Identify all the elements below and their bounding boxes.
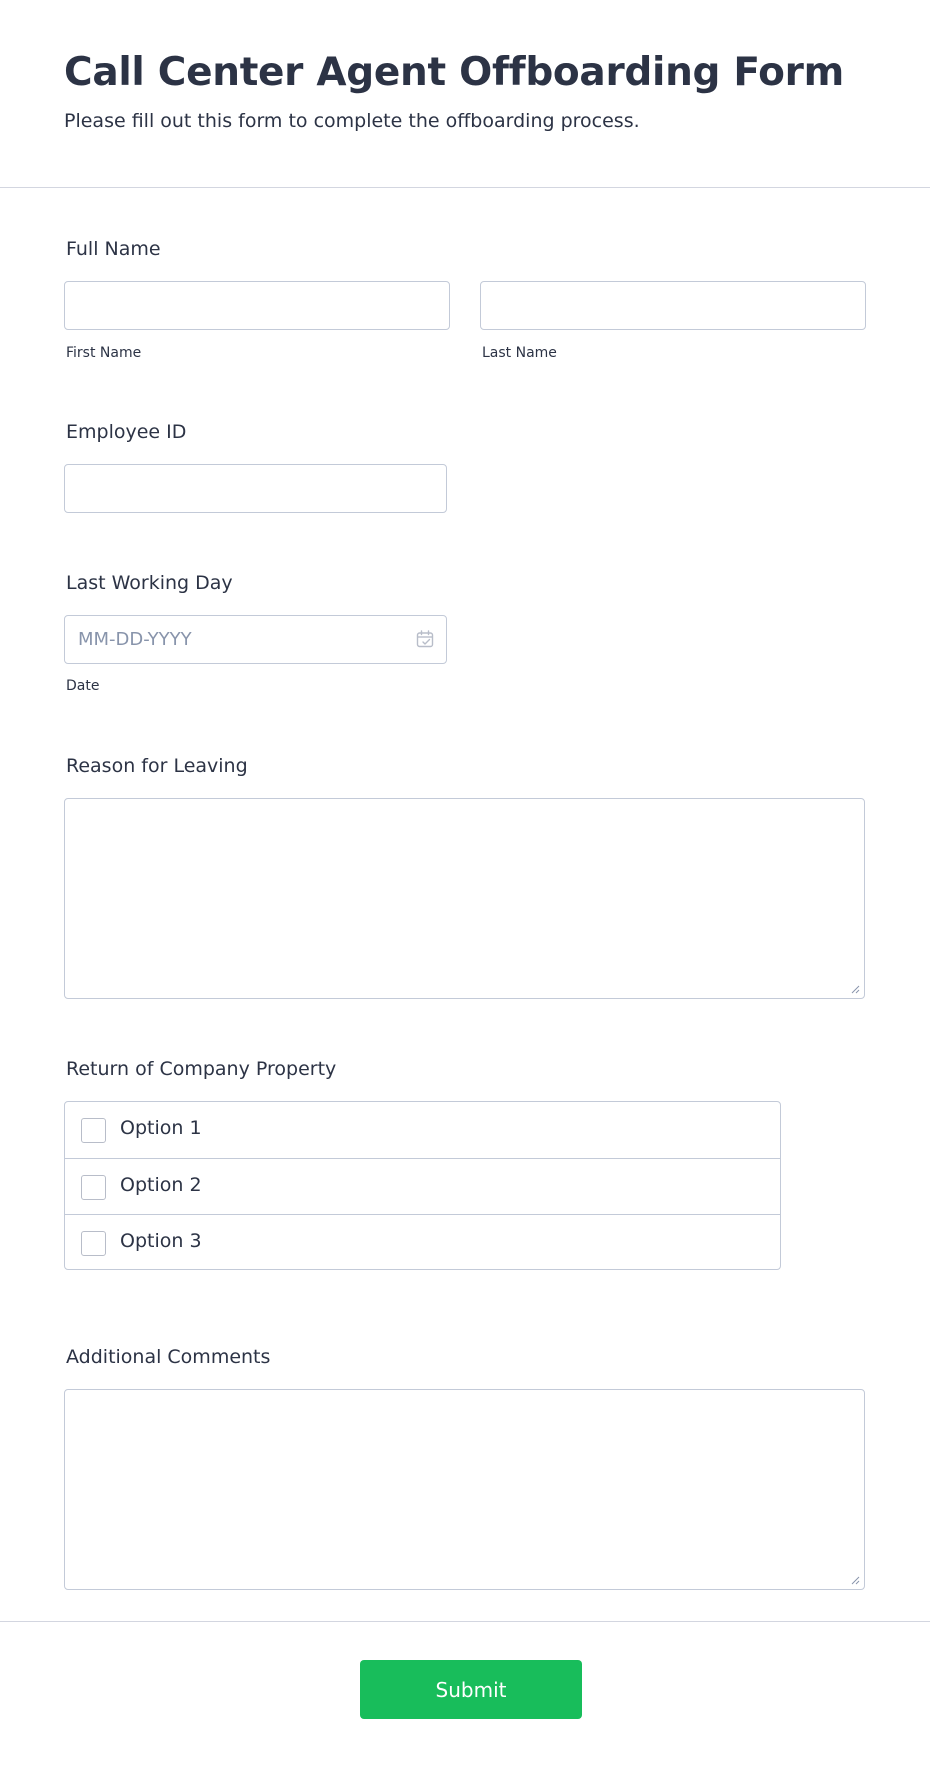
employee-id-label: Employee ID — [66, 421, 187, 443]
last-name-sublabel: Last Name — [482, 345, 557, 361]
resize-grip-icon[interactable] — [850, 984, 860, 994]
property-option-3[interactable] — [65, 1214, 780, 1270]
option-label: Option 2 — [120, 1174, 202, 1196]
reason-textarea[interactable] — [64, 798, 865, 999]
page-title: Call Center Agent Offboarding Form — [64, 50, 844, 95]
resize-grip-icon[interactable] — [850, 1575, 860, 1585]
checkbox[interactable] — [81, 1231, 106, 1256]
last-name-input[interactable] — [480, 281, 866, 330]
last-working-day-label: Last Working Day — [66, 572, 233, 594]
date-field — [64, 615, 447, 664]
employee-id-input[interactable] — [64, 464, 447, 513]
form-footer — [0, 1621, 930, 1767]
option-label: Option 1 — [120, 1117, 202, 1139]
full-name-label: Full Name — [66, 238, 161, 260]
submit-button[interactable]: Submit — [360, 1660, 582, 1719]
checkbox[interactable] — [81, 1118, 106, 1143]
comments-label: Additional Comments — [66, 1346, 271, 1368]
property-label: Return of Company Property — [66, 1058, 337, 1080]
reason-label: Reason for Leaving — [66, 755, 248, 777]
property-option-2[interactable] — [65, 1158, 780, 1214]
first-name-sublabel: First Name — [66, 345, 142, 361]
property-option-1[interactable] — [65, 1102, 780, 1158]
form-header — [0, 0, 930, 188]
checkbox[interactable] — [81, 1175, 106, 1200]
last-working-day-input[interactable] — [64, 615, 447, 664]
calendar-icon[interactable] — [416, 630, 434, 648]
page-subtitle: Please fill out this form to complete the offboarding process. — [64, 110, 640, 132]
property-options — [64, 1101, 781, 1270]
date-sublabel: Date — [66, 678, 100, 694]
comments-textarea[interactable] — [64, 1389, 865, 1590]
first-name-input[interactable] — [64, 281, 450, 330]
option-label: Option 3 — [120, 1230, 202, 1252]
